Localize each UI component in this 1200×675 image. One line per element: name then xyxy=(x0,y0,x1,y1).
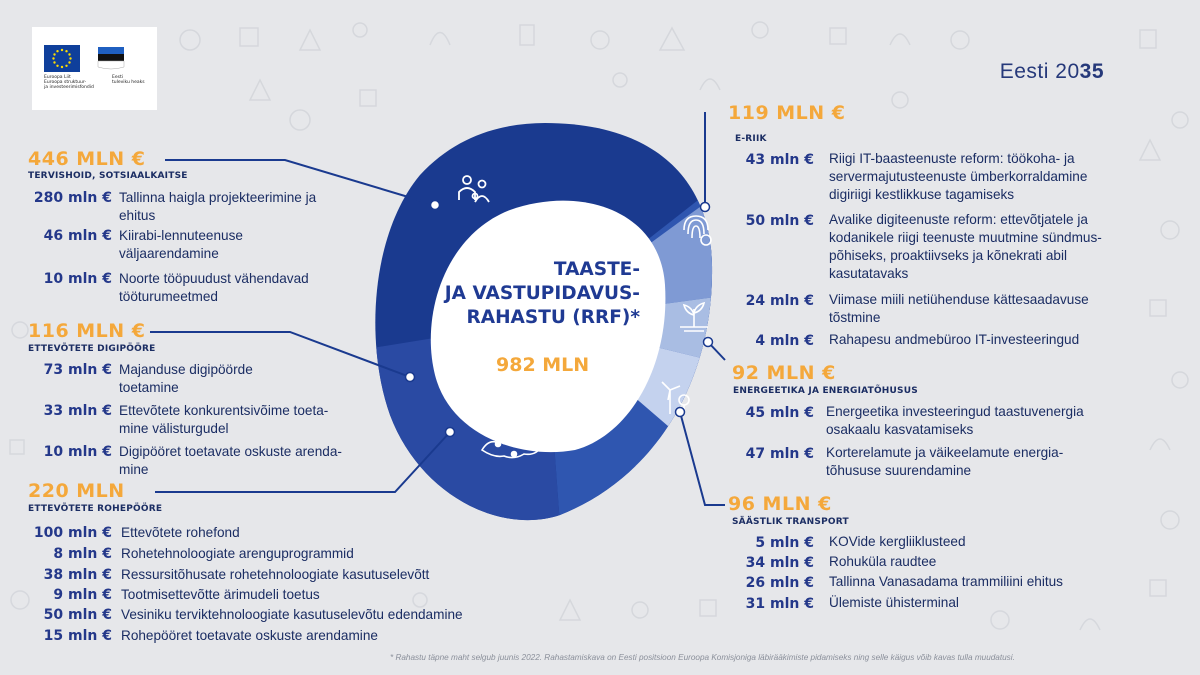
transport-item-desc: Ülemiste ühisterminal xyxy=(829,595,959,610)
green-amount: 220 MLN xyxy=(28,480,125,502)
green-item-desc: Vesiniku terviktehnoloogiate kasutuselevõtu edendamine xyxy=(121,607,463,622)
digital-item-desc: Ettevõtete konkurentsivõime toeta- mine välisturgudel xyxy=(119,403,329,436)
erik-item-desc: Rahapesu andmebüroo IT-investeeringud xyxy=(829,332,1080,347)
green-item-desc: Rohepööret toetavate oskuste arendamine xyxy=(121,628,378,643)
energy-item-desc: Energeetika investeeringud taastuvenergia osakaalu kasvatamiseks xyxy=(826,404,1084,437)
health-item-amount: 280 mln € xyxy=(33,190,112,206)
erik-item-amount: 43 mln € xyxy=(745,152,814,168)
green-item-desc: Tootmisettevõtte ärimudeli toetus xyxy=(121,587,320,602)
brand-prefix: Eesti 20 xyxy=(999,60,1080,83)
eu-logo-caption: Euroopa Liit Euroopa struktuur- ja investeerimisfondid xyxy=(44,75,94,90)
digital-amount: 116 MLN € xyxy=(28,320,146,342)
transport-item-amount: 26 mln € xyxy=(745,575,814,591)
energy-item-desc: Korterelamute ja väikeelamute energia- tõhususe suurendamine xyxy=(826,445,1064,478)
health-item-amount: 46 mln € xyxy=(43,228,112,244)
green-item-amount: 8 mln € xyxy=(53,546,112,562)
erik-item-amount: 50 mln € xyxy=(745,213,814,229)
energy-amount: 92 MLN € xyxy=(732,362,836,384)
digital-item-desc: Digipööret toetavate oskuste arenda- mine xyxy=(119,444,342,477)
erik-item-amount: 24 mln € xyxy=(745,293,814,309)
erik-item-desc: Viimase miili netiühenduse kättesaadavuse tõstmine xyxy=(829,292,1089,325)
energy-label: ENERGEETIKA JA ENERGIATÕHUSUS xyxy=(733,386,918,396)
erik-item-amount: 4 mln € xyxy=(755,333,814,349)
green-item-amount: 50 mln € xyxy=(43,607,112,623)
brand-suffix: 35 xyxy=(1079,60,1104,83)
health-item-desc: Kiirabi-lennuteenuse väljaarendamine xyxy=(119,228,243,261)
center-title: TAASTE- JA VASTUPIDAVUS- RAHASTU (RRF)* xyxy=(444,259,640,328)
green-item-amount: 100 mln € xyxy=(33,525,112,541)
transport-amount: 96 MLN € xyxy=(728,493,832,515)
green-item-amount: 15 mln € xyxy=(43,628,112,644)
health-item-desc: Tallinna haigla projekteerimine ja ehitus xyxy=(119,190,317,223)
health-label: TERVISHOID, SOTSIAALKAITSE xyxy=(28,171,188,181)
transport-item-desc: KOVide kergliiklusteed xyxy=(829,534,966,549)
green-item-amount: 9 mln € xyxy=(53,587,112,603)
green-label: ETTEVÕTETE ROHEPÖÖRE xyxy=(28,504,163,514)
health-amount: 446 MLN € xyxy=(28,148,146,170)
health-item-desc: Noorte tööpuudust vähendavad tööturumeetmed xyxy=(119,271,309,304)
digital-item-amount: 33 mln € xyxy=(43,403,112,419)
center-total: 982 MLN xyxy=(496,354,590,376)
transport-item-amount: 31 mln € xyxy=(745,596,814,612)
digital-item-amount: 73 mln € xyxy=(43,362,112,378)
erik-amount: 119 MLN € xyxy=(728,102,846,124)
green-item-desc: Rohetehnoloogiate arenguprogrammid xyxy=(121,546,354,561)
transport-label: SÄÄSTLIK TRANSPORT xyxy=(732,517,849,527)
green-item-desc: Ettevõtete rohefond xyxy=(121,525,240,540)
green-item-amount: 38 mln € xyxy=(43,567,112,583)
health-item-amount: 10 mln € xyxy=(43,271,112,287)
digital-label: ETTEVÕTETE DIGIPÖÖRE xyxy=(28,344,156,354)
transport-item-desc: Tallinna Vanasadama trammiliini ehitus xyxy=(829,574,1063,589)
transport-item-amount: 5 mln € xyxy=(755,535,814,551)
green-item-desc: Ressursitõhusate rohetehnoloogiate kasutuselevõtt xyxy=(121,567,430,582)
transport-item-desc: Rohuküla raudtee xyxy=(829,554,937,569)
erik-item-desc: Avalike digiteenuste reform: ettevõtjatele ja kodanikele riigi teenuste muutmine sündmus- põhiseks, proaktiivseks ja kõnekrati abil kasutatavaks xyxy=(829,212,1102,281)
erik-label: E-RIIK xyxy=(735,134,767,144)
transport-item-amount: 34 mln € xyxy=(745,555,814,571)
erik-item-desc: Riigi IT-baasteenuste reform: töökoha- ja servermajutusteenuste ümberkorraldamine digiriigi kestlikkuse tagamiseks xyxy=(829,151,1088,202)
digital-item-amount: 10 mln € xyxy=(43,444,112,460)
ee-logo-caption: Eesti tuleviku heaks xyxy=(112,75,145,85)
digital-item-desc: Majanduse digipöörde toetamine xyxy=(119,362,253,395)
footnote: * Rahastu täpne maht selgub juunis 2022. Rahastamiskava on Eesti positsioon Euroopa Komisjoniga läbirääkimiste pidamiseks ning selle käigus võib kavas tulla muudatusi. xyxy=(390,653,1015,662)
energy-item-amount: 45 mln € xyxy=(745,405,814,421)
energy-item-amount: 47 mln € xyxy=(745,446,814,462)
